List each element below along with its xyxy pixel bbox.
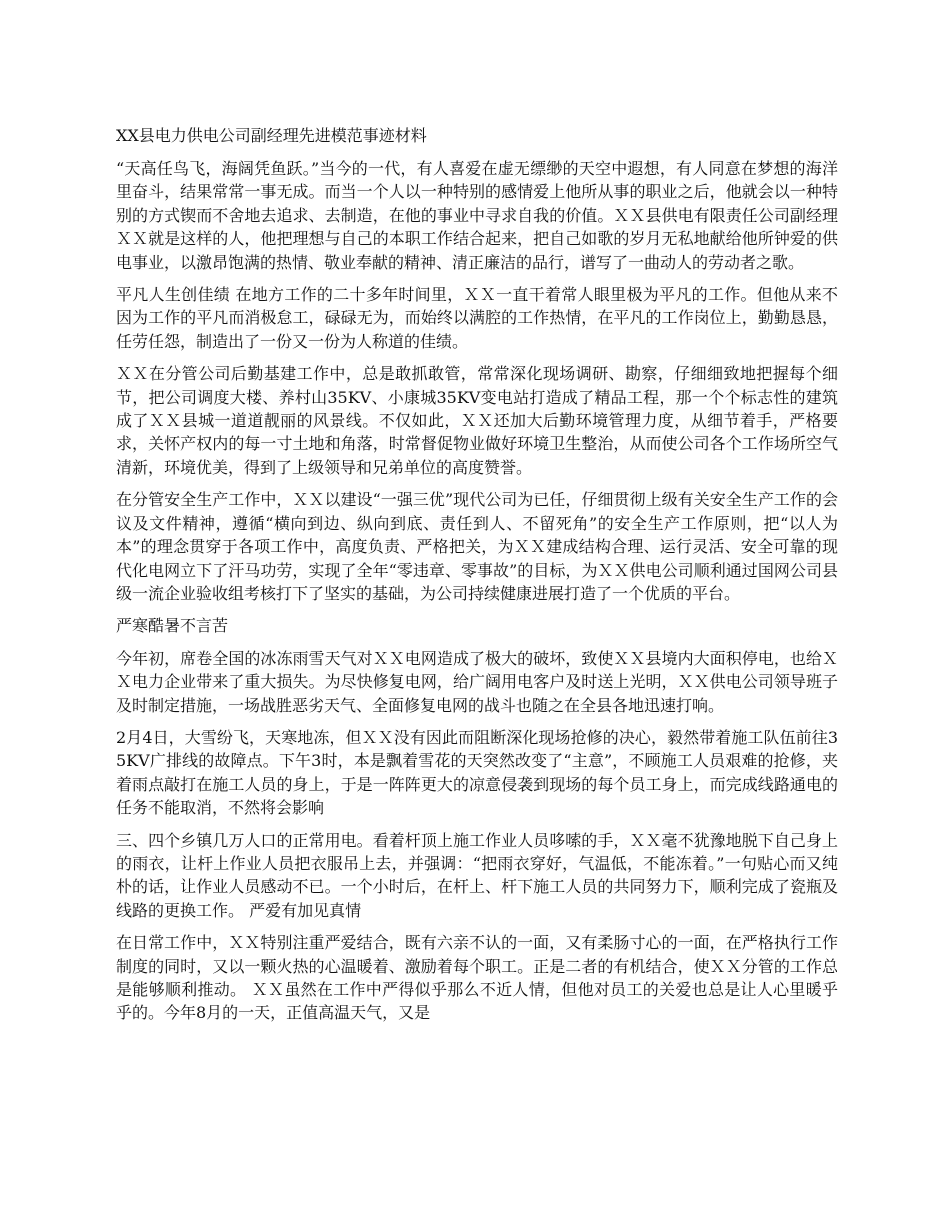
paragraph-ordinary-life: 平凡人生创佳绩 在地方工作的二十多年时间里，ＸＸ一直干着常人眼里极为平凡的工作。但他从来不因为工作的平凡而消极怠工，碌碌无为，而始终以满腔的工作热情，在平凡的工作岗位上，勤勤恳恳，任劳任怨，制造出了一份又一份为人称道的佳绩。 (116, 285, 838, 351)
paragraph-ice-storm: 今年初，席卷全国的冰冻雨雪天气对ＸＸ电网造成了极大的破坏，致使ＸＸ县境内大面积停电，也给ＸＸ电力企业带来了重大损失。为尽快修复电网，给广阔用电客户及时送上光明，ＸＸ供电公司领导班子及时制定措施，一场战胜恶劣天气、全面修复电网的战斗也随之在全县各地迅速打响。 (116, 648, 838, 715)
paragraph-safety: 在分管安全生产工作中，ＸＸ以建设“一强三优”现代公司为已任，仔细贯彻上级有关安全生产工作的会议及文件精神，遵循“横向到边、纵向到底、责任到人、不留死角”的安全生产工作原则，把“以人为本”的理念贯穿于各项工作中，高度负责、严格把关，为ＸＸ建成结构合理、运行灵活、安全可靠的现代化电网立下了汗马功劳，实现了全年“零违章、零事故”的目标，为ＸＸ供电公司顺利通过国网公司县级一流企业验收组考核打下了坚实的基础，为公司持续健康进展打造了一个优质的平台。 (116, 490, 838, 603)
paragraph-logistics: ＸＸ在分管公司后勤基建工作中，总是敢抓敢管，常常深化现场调研、勘察，仔细细致地把握每个细节，把公司调度大楼、养村山35KV、小康城35KV变电站打造成了精品工程，那一个个标志性的建筑成了ＸＸ县城一道道靓丽的风景线。不仅如此，ＸＸ还加大后勤环境管理力度，从细节着手，严格要求，关怀产权内的每一寸土地和角落，时常督促物业做好环境卫生整治，从而使公司各个工作场所空气清新，环境优美，得到了上级领导和兄弟单位的高度赞誉。 (116, 364, 838, 477)
paragraph-care: 在日常工作中，ＸＸ特别注重严爱结合，既有六亲不认的一面，又有柔肠寸心的一面，在严格执行工作制度的同时，又以一颗火热的心温暖着、激励着每个职工。正是二者的有机结合，使ＸＸ分管的工作总是能够顺利推动。 ＸＸ虽然在工作中严得似乎那么不近人情，但他对员工的关爱也总是让人心里暖乎乎的。今年8月的一天，正值高温天气，又是 (116, 933, 838, 1023)
document-page (116, 124, 838, 1034)
document-title: XX县电力供电公司副经理先进模范事迹材料 (116, 126, 427, 145)
paragraph-feb-repair: 2月4日，大雪纷飞，天寒地冻，但ＸＸ没有因此而阻断深化现场抢修的决心，毅然带着施工队伍前往35KV广排线的故障点。下午3时，本是飘着雪花的天突然改变了“主意”，不顾施工人员艰难的抢修，夹着雨点敲打在施工人员的身上，于是一阵阵更大的凉意侵袭到现场的每个员工身上，而完成线路通电的任务不能取消，不然将会影响 (116, 727, 838, 818)
paragraph-raincoat: 三、四个乡镇几万人口的正常用电。看着杆顶上施工作业人员哆嗦的手，ＸＸ毫不犹豫地脱下自己身上的雨衣，让杆上作业人员把衣服吊上去，并强调：“把雨衣穿好，气温低，不能冻着。”一句贴心而又纯朴的话，让作业人员感动不已。一个小时后，在杆上、杆下施工人员的共同努力下，顺利完成了瓷瓶及线路的更换工作。 严爱有加见真情 (116, 830, 838, 920)
section-heading-hardship: 严寒酷暑不言苦 (116, 616, 229, 636)
paragraph-intro: “天高任鸟飞，海阔凭鱼跃。”当今的一代，有人喜爱在虚无缥缈的天空中遐想，有人同意在梦想的海洋里奋斗，结果常常一事无成。而当一个人以一种特别的感情爱上他所从事的职业之后，他就会以一种特别的方式锲而不舍地去追求、去制造，在他的事业中寻求自我的价值。ＸＸ县供电有限责任公司副经理ＸＸ就是这样的人，他把理想与自己的本职工作结合起来，把自己如歌的岁月无私地献给他所钟爱的供电事业，以激昂饱满的热情、敬业奉献的精神、清正廉洁的品行，谱写了一曲动人的劳动者之歌。 (116, 159, 838, 272)
